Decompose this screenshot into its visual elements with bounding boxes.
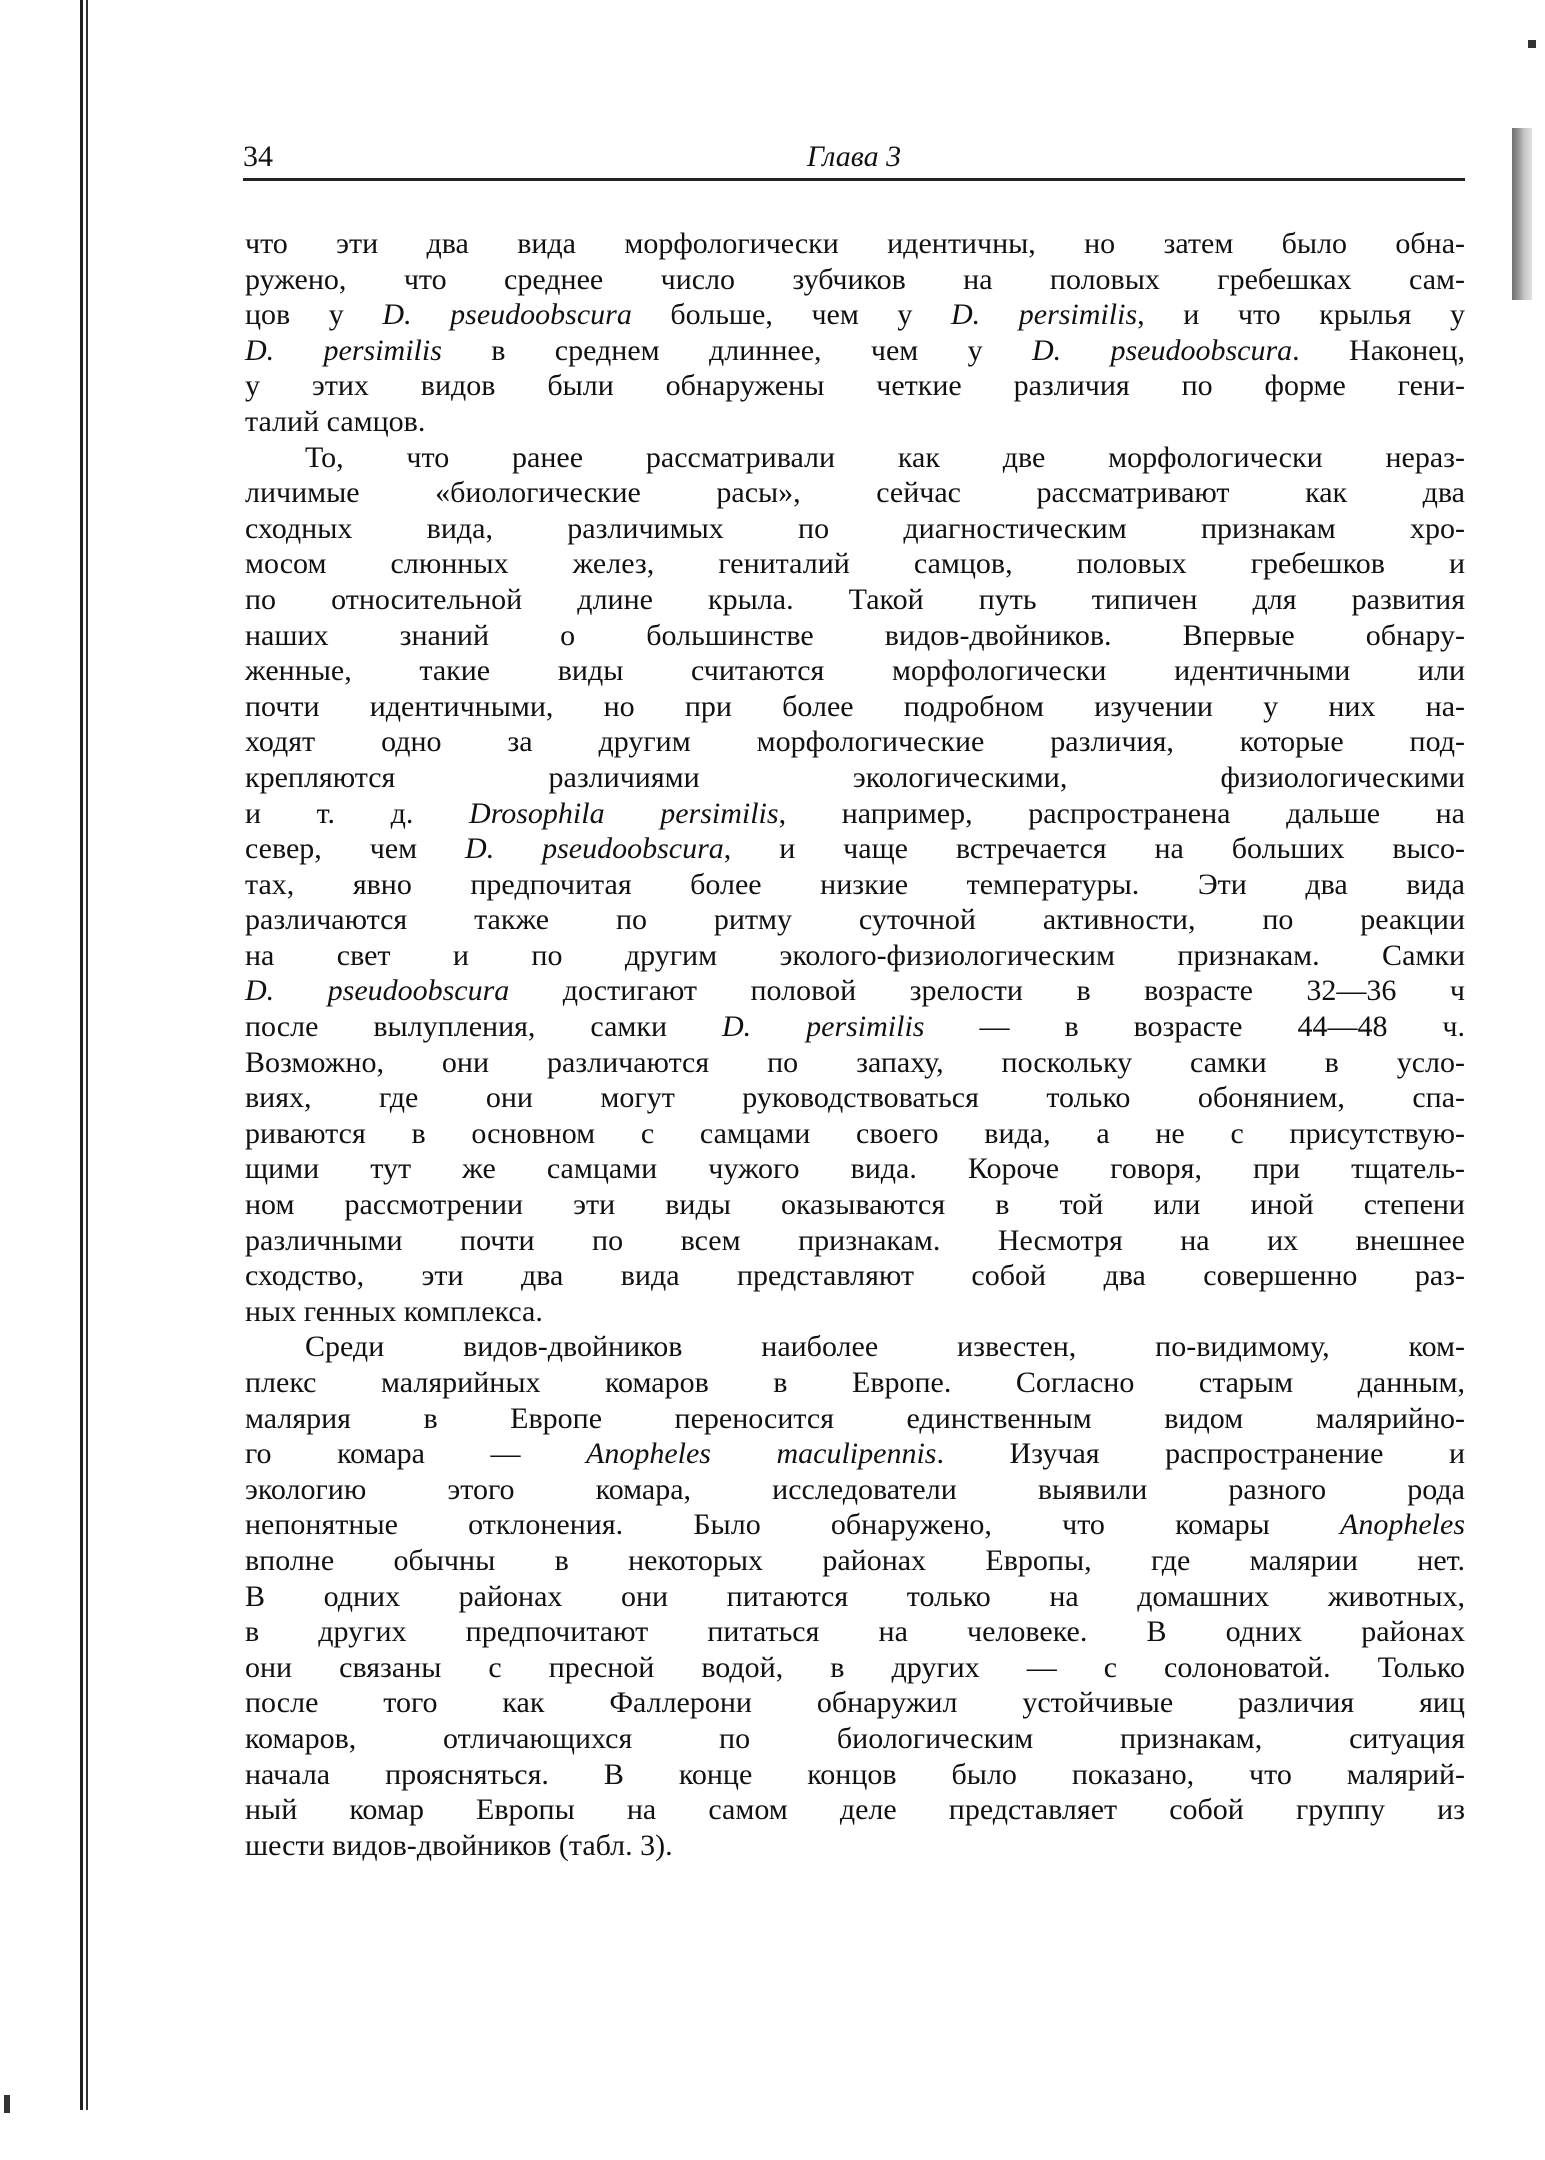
text-run: тах, явно предпочитая более низкие температуры. Эти два вида bbox=[245, 867, 1465, 901]
text-run: малярия в Европе переносится единственным видом малярийно- bbox=[245, 1401, 1465, 1435]
text-run: , и чаще встречается на больших высо- bbox=[723, 832, 1465, 866]
text-line bbox=[245, 1294, 1465, 1330]
page-binding-edge bbox=[80, 0, 83, 2110]
species-name: D. persimilis bbox=[245, 333, 442, 367]
text-line bbox=[245, 1472, 1465, 1508]
text-line bbox=[245, 689, 1465, 725]
text-run: То, что ранее рассматривали как две морфологически нераз- bbox=[305, 440, 1465, 474]
text-run: достигают половой зрелости в возрасте 32—36 ч bbox=[509, 974, 1465, 1008]
page-number: 34 bbox=[243, 140, 273, 173]
text-run: ружено, что среднее число зубчиков на половых гребешках сам- bbox=[245, 262, 1465, 296]
text-line bbox=[245, 1828, 1465, 1864]
text-run: риваются в основном с самцами своего вида, а не с присутствую- bbox=[245, 1116, 1465, 1150]
text-line bbox=[245, 1757, 1465, 1793]
paragraph bbox=[245, 440, 1465, 1330]
text-line bbox=[245, 1614, 1465, 1650]
text-run: . Наконец, bbox=[1292, 333, 1465, 367]
text-run: шести видов-двойников (табл. 3). bbox=[245, 1828, 673, 1862]
text-run: крепляются различиями экологическими, физиологическими bbox=[245, 760, 1465, 794]
species-name: D. pseudoobscura bbox=[465, 832, 724, 866]
paragraph bbox=[245, 226, 1465, 440]
text-line bbox=[245, 440, 1465, 476]
text-run: Возможно, они различаются по запаху, поскольку самки в усло- bbox=[245, 1045, 1465, 1079]
text-line bbox=[245, 1685, 1465, 1721]
text-run: цов у bbox=[245, 298, 383, 332]
text-line bbox=[245, 1507, 1465, 1543]
text-line bbox=[245, 867, 1465, 903]
text-line bbox=[245, 297, 1465, 333]
page-binding-edge-inner bbox=[86, 0, 88, 2110]
text-run: ходят одно за другим морфологические различия, которые под- bbox=[245, 725, 1465, 759]
text-line bbox=[245, 1223, 1465, 1259]
text-run: начала проясняться. В конце концов было показано, что малярий- bbox=[245, 1757, 1465, 1791]
text-run: сходство, эти два вида представляют собой два совершенно раз- bbox=[245, 1259, 1465, 1293]
text-line bbox=[245, 226, 1465, 262]
text-line bbox=[245, 1579, 1465, 1615]
text-run: В одних районах они питаются только на домашних животных, bbox=[245, 1579, 1465, 1613]
text-run: на свет и по другим эколого-физиологическим признакам. Самки bbox=[245, 938, 1465, 972]
text-run: в среднем длиннее, чем у bbox=[441, 333, 1032, 367]
text-run: го комара — bbox=[245, 1437, 586, 1471]
text-run: талий самцов. bbox=[245, 404, 426, 438]
text-line bbox=[245, 1151, 1465, 1187]
text-run: наших знаний о большинстве видов-двойников. Впервые обнару- bbox=[245, 618, 1465, 652]
species-name: D. persimilis bbox=[951, 298, 1138, 332]
text-line bbox=[245, 1401, 1465, 1437]
text-line bbox=[245, 1116, 1465, 1152]
text-run: женные, такие виды считаются морфологически идентичными или bbox=[245, 654, 1465, 688]
text-run: север, чем bbox=[245, 832, 466, 866]
text-line bbox=[245, 902, 1465, 938]
text-line bbox=[245, 1080, 1465, 1116]
running-header bbox=[243, 140, 1465, 180]
text-run: после того как Фаллерони обнаружил устойчивые различия яиц bbox=[245, 1686, 1465, 1720]
text-run: щими тут же самцами чужого вида. Короче говоря, при тщатель- bbox=[245, 1152, 1465, 1186]
text-line bbox=[245, 1436, 1465, 1472]
text-line bbox=[245, 1258, 1465, 1294]
text-line bbox=[245, 1009, 1465, 1045]
text-run: — в возрасте 44—48 ч. bbox=[924, 1010, 1466, 1044]
text-line bbox=[245, 1045, 1465, 1081]
text-run: больше, чем у bbox=[631, 298, 952, 332]
text-run: вполне обычны в некоторых районах Европы, где малярии нет. bbox=[245, 1543, 1465, 1577]
species-name: Anopheles bbox=[1340, 1508, 1465, 1542]
text-line bbox=[245, 1650, 1465, 1686]
text-run: различными почти по всем признакам. Несмотря на их внешнее bbox=[245, 1223, 1465, 1257]
chapter-title: Глава 3 bbox=[806, 140, 902, 173]
text-run: по относительной длине крыла. Такой путь типичен для развития bbox=[245, 582, 1465, 616]
text-line bbox=[245, 1721, 1465, 1757]
paragraph bbox=[245, 1329, 1465, 1863]
scan-artifact bbox=[1528, 40, 1536, 48]
text-line bbox=[245, 618, 1465, 654]
text-line bbox=[245, 511, 1465, 547]
text-line bbox=[245, 653, 1465, 689]
text-run: виях, где они могут руководствоваться только обонянием, спа- bbox=[245, 1081, 1465, 1115]
species-name: D. pseudoobscura bbox=[382, 298, 632, 332]
text-line bbox=[245, 262, 1465, 298]
text-run: различаются также по ритму суточной активности, по реакции bbox=[245, 903, 1465, 937]
text-run: сходных вида, различимых по диагностическим признакам хро- bbox=[245, 511, 1465, 545]
text-line bbox=[245, 1187, 1465, 1223]
species-name: D. pseudoobscura bbox=[1031, 333, 1293, 367]
text-line bbox=[245, 546, 1465, 582]
text-run: плекс малярийных комаров в Европе. Согласно старым данным, bbox=[245, 1366, 1465, 1399]
text-run: и т. д. bbox=[245, 796, 470, 830]
text-line bbox=[245, 368, 1465, 404]
text-run: ных генных комплекса. bbox=[245, 1294, 543, 1328]
text-run: . Изучая распространение и bbox=[936, 1437, 1465, 1471]
species-name: D. persimilis bbox=[722, 1010, 925, 1044]
text-line bbox=[245, 724, 1465, 760]
species-name: Drosophila persimilis bbox=[469, 796, 779, 830]
text-line bbox=[245, 475, 1465, 511]
text-line bbox=[245, 1365, 1465, 1401]
text-run: после вылупления, самки bbox=[245, 1010, 722, 1044]
species-name: D. pseudoobscura bbox=[245, 974, 510, 1008]
text-run: у этих видов были обнаружены четкие различия по форме гени- bbox=[245, 369, 1465, 403]
text-run: ном рассмотрении эти виды оказываются в той или иной степени bbox=[245, 1188, 1465, 1222]
text-line bbox=[245, 1329, 1465, 1365]
text-run: в других предпочитают питаться на человеке. В одних районах bbox=[245, 1615, 1465, 1649]
text-run: экологию этого комара, исследователи выявили разного рода bbox=[245, 1472, 1465, 1506]
text-run: почти идентичными, но при более подробном изучении у них на- bbox=[245, 689, 1465, 723]
text-run: что эти два вида морфологически идентичны, но затем было обна- bbox=[245, 227, 1465, 260]
text-run: комаров, отличающихся по биологическим признакам, ситуация bbox=[245, 1721, 1465, 1755]
body-text bbox=[245, 226, 1465, 1863]
text-line bbox=[245, 1543, 1465, 1579]
text-run: непонятные отклонения. Было обнаружено, что комары bbox=[245, 1508, 1341, 1542]
text-line bbox=[245, 582, 1465, 618]
text-run: , например, распространена дальше на bbox=[778, 796, 1465, 830]
text-line bbox=[245, 1792, 1465, 1828]
text-run: Среди видов-двойников наиболее известен, по-видимому, ком- bbox=[305, 1330, 1465, 1364]
text-line bbox=[245, 333, 1465, 369]
header-rule bbox=[243, 178, 1465, 181]
text-run: ный комар Европы на самом деле представляет собой группу из bbox=[245, 1793, 1465, 1827]
text-line bbox=[245, 796, 1465, 832]
text-line bbox=[245, 404, 1465, 440]
text-run: личимые «биологические расы», сейчас рассматривают как два bbox=[245, 476, 1465, 510]
species-name: Anopheles maculipennis bbox=[586, 1437, 937, 1471]
text-line bbox=[245, 760, 1465, 796]
scan-edge-shadow bbox=[1512, 128, 1532, 300]
text-line bbox=[245, 973, 1465, 1009]
text-line bbox=[245, 831, 1465, 867]
text-run: мосом слюнных желез, гениталий самцов, половых гребешков и bbox=[245, 547, 1465, 581]
scan-artifact bbox=[4, 2095, 10, 2113]
text-line bbox=[245, 938, 1465, 974]
text-run: они связаны с пресной водой, в других — с солоноватой. Только bbox=[245, 1650, 1465, 1684]
text-run: , и что крылья у bbox=[1137, 298, 1466, 332]
